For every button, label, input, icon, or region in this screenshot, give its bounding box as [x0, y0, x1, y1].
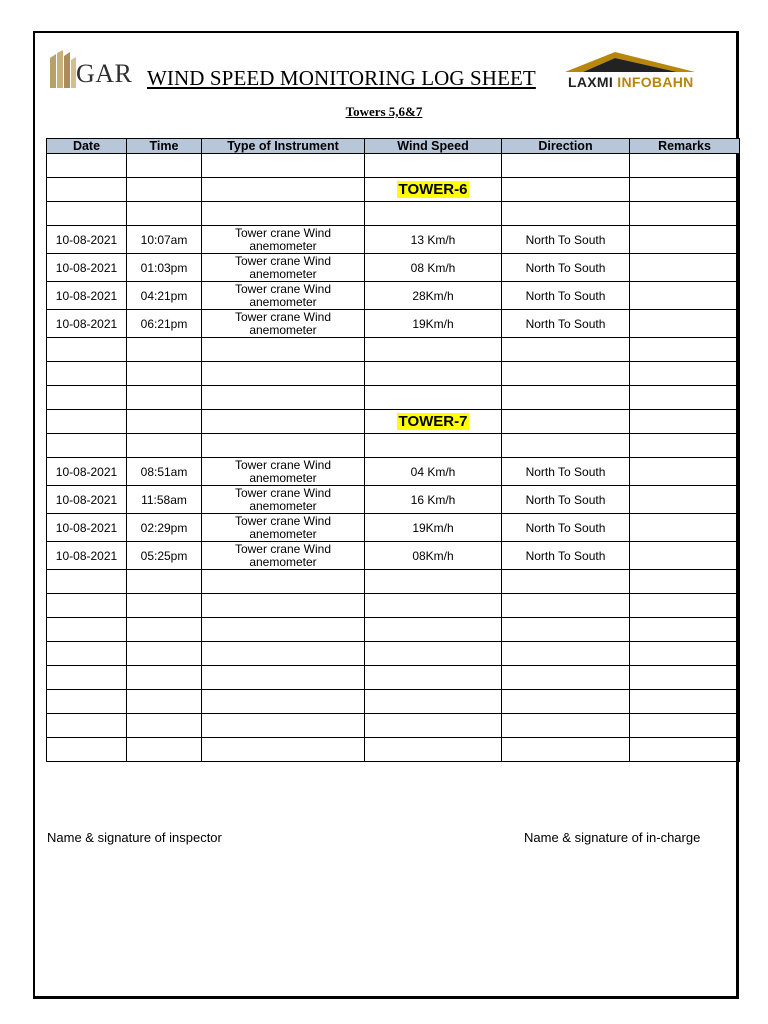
date-cell [47, 618, 127, 642]
wind-speed-cell [365, 338, 502, 362]
instrument-cell [202, 386, 365, 410]
inspector-signature-label: Name & signature of inspector [47, 830, 222, 845]
instrument-cell [202, 154, 365, 178]
remarks-cell [630, 738, 740, 762]
remarks-cell [630, 310, 740, 338]
instrument-cell: Tower crane Wind anemometer [202, 226, 365, 254]
tower-section-row [47, 178, 740, 202]
wind-speed-cell: 08 Km/h [365, 254, 502, 282]
remarks-cell [630, 282, 740, 310]
time-cell [127, 666, 202, 690]
date-cell [47, 570, 127, 594]
gar-building-icon [48, 50, 78, 90]
date-cell: 10-08-2021 [47, 254, 127, 282]
direction-cell: North To South [502, 254, 630, 282]
date-cell: 10-08-2021 [47, 542, 127, 570]
column-header-remarks: Remarks [630, 139, 740, 154]
direction-cell [502, 594, 630, 618]
time-cell [127, 386, 202, 410]
remarks-cell [630, 714, 740, 738]
instrument-cell: Tower crane Wind anemometer [202, 486, 365, 514]
time-cell [127, 642, 202, 666]
direction-cell: North To South [502, 514, 630, 542]
page-title: WIND SPEED MONITORING LOG SHEET [147, 66, 536, 90]
remarks-cell [630, 690, 740, 714]
time-cell: 11:58am [127, 486, 202, 514]
tower-label: TOWER-7 [398, 413, 468, 430]
instrument-cell: Tower crane Wind anemometer [202, 514, 365, 542]
remarks-cell [630, 618, 740, 642]
wind-speed-cell [365, 434, 502, 458]
instrument-cell [202, 570, 365, 594]
instrument-cell [202, 666, 365, 690]
instrument-cell [202, 738, 365, 762]
empty-row [47, 386, 740, 410]
empty-row [47, 690, 740, 714]
empty-row [47, 570, 740, 594]
wind-speed-cell [365, 714, 502, 738]
time-cell: 02:29pm [127, 514, 202, 542]
instrument-cell: Tower crane Wind anemometer [202, 542, 365, 570]
date-cell [47, 362, 127, 386]
incharge-signature-label: Name & signature of in-charge [524, 830, 701, 845]
wind-speed-cell [365, 202, 502, 226]
empty-row [47, 666, 740, 690]
column-header-date: Date [47, 139, 127, 154]
date-cell [47, 202, 127, 226]
wind-speed-cell: 19Km/h [365, 310, 502, 338]
date-cell [47, 338, 127, 362]
instrument-cell [202, 434, 365, 458]
time-cell [127, 202, 202, 226]
table-row [47, 542, 740, 570]
date-cell [47, 714, 127, 738]
instrument-cell: Tower crane Wind anemometer [202, 254, 365, 282]
instrument-cell [202, 714, 365, 738]
time-cell [127, 690, 202, 714]
remarks-cell [630, 570, 740, 594]
wind-speed-cell [365, 594, 502, 618]
time-cell [127, 178, 202, 202]
empty-row [47, 642, 740, 666]
date-cell [47, 690, 127, 714]
laxmi-logo-text [568, 74, 694, 90]
direction-cell [502, 642, 630, 666]
instrument-cell [202, 642, 365, 666]
wind-speed-cell [365, 666, 502, 690]
column-header-instrument: Type of Instrument [202, 139, 365, 154]
empty-row [47, 362, 740, 386]
remarks-cell [630, 666, 740, 690]
table-row [47, 226, 740, 254]
time-cell [127, 618, 202, 642]
direction-cell [502, 178, 630, 202]
wind-speed-cell: 04 Km/h [365, 458, 502, 486]
wind-speed-cell [365, 362, 502, 386]
direction-cell [502, 410, 630, 434]
remarks-cell [630, 486, 740, 514]
infobahn-word: INFOBAHN [617, 74, 694, 90]
wind-speed-cell [365, 570, 502, 594]
time-cell [127, 570, 202, 594]
instrument-cell [202, 594, 365, 618]
instrument-cell: Tower crane Wind anemometer [202, 282, 365, 310]
wind-speed-cell: 28Km/h [365, 282, 502, 310]
remarks-cell [630, 226, 740, 254]
instrument-cell [202, 362, 365, 386]
remarks-cell [630, 362, 740, 386]
tower-section-row [47, 410, 740, 434]
date-cell [47, 666, 127, 690]
empty-row [47, 202, 740, 226]
empty-row [47, 154, 740, 178]
table-row [47, 458, 740, 486]
remarks-cell [630, 410, 740, 434]
time-cell: 04:21pm [127, 282, 202, 310]
instrument-cell [202, 202, 365, 226]
date-cell [47, 642, 127, 666]
instrument-cell [202, 178, 365, 202]
wind-speed-log-table [46, 138, 740, 762]
remarks-cell [630, 542, 740, 570]
direction-cell [502, 434, 630, 458]
wind-speed-cell: 16 Km/h [365, 486, 502, 514]
date-cell: 10-08-2021 [47, 226, 127, 254]
date-cell: 10-08-2021 [47, 282, 127, 310]
date-cell [47, 594, 127, 618]
direction-cell [502, 738, 630, 762]
remarks-cell [630, 202, 740, 226]
direction-cell [502, 154, 630, 178]
wind-speed-cell [365, 618, 502, 642]
time-cell [127, 738, 202, 762]
direction-cell: North To South [502, 542, 630, 570]
wind-speed-cell [365, 690, 502, 714]
column-header-direction: Direction [502, 139, 630, 154]
time-cell [127, 362, 202, 386]
empty-row [47, 714, 740, 738]
tower-label: TOWER-6 [398, 181, 468, 198]
date-cell: 10-08-2021 [47, 458, 127, 486]
laxmi-infobahn-logo [565, 50, 700, 90]
laxmi-word: LAXMI [568, 74, 614, 90]
table-header-row [47, 139, 740, 154]
instrument-cell [202, 690, 365, 714]
wind-speed-cell [365, 154, 502, 178]
empty-row [47, 594, 740, 618]
date-cell: 10-08-2021 [47, 310, 127, 338]
empty-row [47, 618, 740, 642]
direction-cell [502, 714, 630, 738]
wind-speed-cell [365, 642, 502, 666]
remarks-cell [630, 458, 740, 486]
remarks-cell [630, 594, 740, 618]
remarks-cell [630, 642, 740, 666]
wind-speed-cell [365, 738, 502, 762]
time-cell: 05:25pm [127, 542, 202, 570]
table-row [47, 282, 740, 310]
direction-cell [502, 386, 630, 410]
direction-cell [502, 666, 630, 690]
gar-logo-text: GAR [76, 59, 133, 88]
date-cell [47, 738, 127, 762]
direction-cell: North To South [502, 458, 630, 486]
direction-cell [502, 362, 630, 386]
direction-cell: North To South [502, 226, 630, 254]
direction-cell [502, 570, 630, 594]
time-cell [127, 410, 202, 434]
table-row [47, 254, 740, 282]
time-cell: 08:51am [127, 458, 202, 486]
remarks-cell [630, 338, 740, 362]
empty-row [47, 338, 740, 362]
time-cell [127, 434, 202, 458]
date-cell [47, 178, 127, 202]
direction-cell: North To South [502, 282, 630, 310]
date-cell: 10-08-2021 [47, 486, 127, 514]
direction-cell [502, 202, 630, 226]
remarks-cell [630, 178, 740, 202]
date-cell [47, 386, 127, 410]
wind-speed-cell: 13 Km/h [365, 226, 502, 254]
wind-speed-cell [365, 386, 502, 410]
column-header-time: Time [127, 139, 202, 154]
time-cell [127, 338, 202, 362]
direction-cell [502, 690, 630, 714]
instrument-cell: Tower crane Wind anemometer [202, 310, 365, 338]
direction-cell: North To South [502, 486, 630, 514]
empty-row [47, 434, 740, 458]
date-cell [47, 434, 127, 458]
table-row [47, 310, 740, 338]
time-cell: 06:21pm [127, 310, 202, 338]
time-cell [127, 154, 202, 178]
page-subtitle: Towers 5,6&7 [345, 104, 423, 119]
time-cell: 01:03pm [127, 254, 202, 282]
column-header-wind-speed: Wind Speed [365, 139, 502, 154]
date-cell [47, 154, 127, 178]
remarks-cell [630, 386, 740, 410]
direction-cell: North To South [502, 310, 630, 338]
instrument-cell [202, 618, 365, 642]
time-cell: 10:07am [127, 226, 202, 254]
remarks-cell [630, 514, 740, 542]
instrument-cell [202, 338, 365, 362]
wind-speed-cell [365, 410, 502, 434]
wind-speed-cell [365, 178, 502, 202]
direction-cell [502, 618, 630, 642]
table-row [47, 514, 740, 542]
time-cell [127, 594, 202, 618]
remarks-cell [630, 254, 740, 282]
wind-speed-cell: 08Km/h [365, 542, 502, 570]
time-cell [127, 714, 202, 738]
empty-row [47, 738, 740, 762]
remarks-cell [630, 154, 740, 178]
table-body [47, 154, 740, 762]
date-cell: 10-08-2021 [47, 514, 127, 542]
instrument-cell [202, 410, 365, 434]
wind-speed-cell: 19Km/h [365, 514, 502, 542]
table-row [47, 486, 740, 514]
remarks-cell [630, 434, 740, 458]
direction-cell [502, 338, 630, 362]
instrument-cell: Tower crane Wind anemometer [202, 458, 365, 486]
date-cell [47, 410, 127, 434]
